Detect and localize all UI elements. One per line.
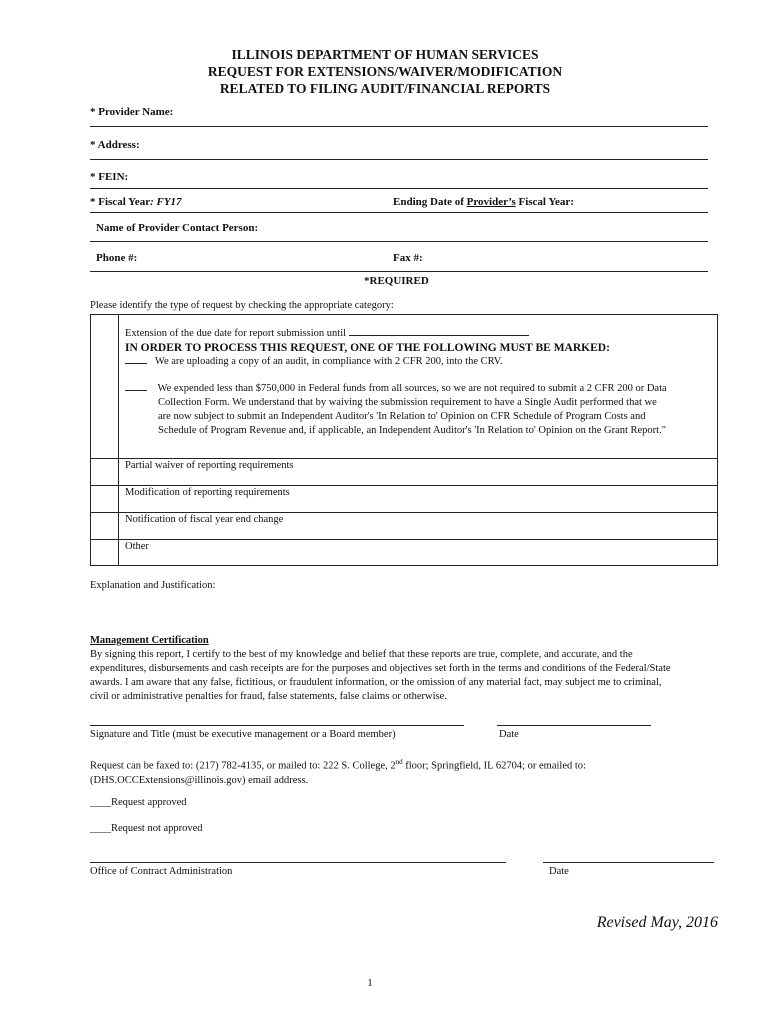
row-divider [91, 539, 717, 540]
ending-date-suffix: Fiscal Year: [515, 196, 574, 208]
office-date-line[interactable] [543, 862, 714, 863]
checkbox-column-divider [118, 315, 119, 565]
phone-label: Phone #: [96, 252, 138, 264]
contact-person-label: Name of Provider Contact Person: [96, 222, 259, 234]
fein-label: * FEIN: [90, 171, 129, 183]
request-not-approved-checkbox[interactable]: ____Request not approved [90, 823, 203, 834]
page-number: 1 [367, 977, 373, 989]
row-partial-waiver: Partial waiver of reporting requirements [125, 460, 294, 471]
checkbox-partial-waiver[interactable] [91, 459, 118, 485]
certification-line: expenditures, disbursements and cash receipts are for the purposes and objectives set forth in the terms and conditions of the Federal/State [90, 663, 671, 674]
row-fiscal-year-change: Notification of fiscal year end change [125, 514, 284, 525]
row-modification: Modification of reporting requirements [125, 487, 290, 498]
contact-person-field[interactable] [90, 241, 708, 242]
signature-date-label: Date [499, 729, 519, 740]
row-divider [91, 512, 717, 513]
provider-name-label: * Provider Name: [90, 106, 174, 118]
option-a-text: We are uploading a copy of an audit, in compliance with 2 CFR 200, into the CRV. [154, 356, 503, 367]
address-field[interactable] [90, 159, 708, 160]
checkbox-modification[interactable] [91, 486, 118, 512]
office-date-label: Date [549, 866, 569, 877]
fiscal-year-rule [90, 212, 708, 213]
signature-date-line[interactable] [497, 725, 651, 726]
office-signature-line[interactable] [90, 862, 506, 863]
option-b-checkbox[interactable] [125, 390, 147, 391]
phone-fax-field[interactable] [90, 271, 708, 272]
certification-line: civil or administrative penalties for fraud, false statements, false claims or otherwise. [90, 691, 447, 702]
fiscal-year-value: FY17 [156, 196, 182, 208]
fiscal-year-label: * Fiscal Year [90, 196, 151, 208]
certification-line: By signing this report, I certify to the best of my knowledge and belief that these reports are true, complete, and accurate, and the [90, 649, 633, 660]
extension-text: Extension of the due date for report submission until [125, 328, 347, 339]
option-b-line4: Schedule of Program Revenue and, if applicable, an Independent Auditor's 'In Relation to' Opinion on the Grant Report." [158, 425, 667, 436]
option-b-line3: are now subject to submit an Independent Auditor's 'In Relation to' Opinion on CFR Schedule of Program Costs and [158, 411, 646, 422]
must-mark-notice: IN ORDER TO PROCESS THIS REQUEST, ONE OF THE FOLLOWING MUST BE MARKED: [125, 342, 610, 354]
row-other: Other [125, 541, 149, 552]
ending-date-field[interactable] [393, 196, 574, 208]
office-label: Office of Contract Administration [90, 866, 233, 877]
option-b [125, 382, 667, 438]
certification-heading: Management Certification [90, 635, 209, 646]
certification-text [90, 648, 730, 704]
revised-date: Revised May, 2016 [596, 914, 718, 931]
form-title-line3: RELATED TO FILING AUDIT/FINANCIAL REPORTS [219, 81, 551, 96]
signature-label: Signature and Title (must be executive management or a Board member) [90, 729, 396, 740]
extension-label [125, 328, 529, 339]
checkbox-extension[interactable] [91, 315, 118, 458]
explanation-label: Explanation and Justification: [90, 580, 216, 591]
submission-line1b: floor; Springfield, IL 62704; or emailed to: [402, 760, 586, 772]
option-b-line2: Collection Form. We understand that by waiving the submission requirement to have a Single Audit performed that we [158, 397, 657, 408]
provider-name-field[interactable] [90, 126, 708, 127]
checkbox-fiscal-year-change[interactable] [91, 513, 118, 539]
fein-field[interactable] [90, 188, 708, 189]
required-note: *REQUIRED [364, 275, 429, 287]
signature-line[interactable] [90, 725, 464, 726]
extension-date-input[interactable] [349, 335, 529, 336]
option-a [125, 356, 503, 367]
ending-date-provider: Provider’s [466, 196, 516, 208]
certification-line: awards. I am aware that any false, fictitious, or fraudulent information, or the omission of any material fact, may subject me to criminal, [90, 677, 662, 688]
form-title-line1: ILLINOIS DEPARTMENT OF HUMAN SERVICES [231, 47, 539, 62]
option-a-checkbox[interactable] [125, 363, 147, 364]
checkbox-other[interactable] [91, 540, 118, 566]
explanation-field[interactable] [90, 596, 718, 632]
request-approved-checkbox[interactable]: ____Request approved [90, 797, 187, 808]
submission-line1a: Request can be faxed to: (217) 782-4135, or mailed to: 222 S. College, 2 [90, 760, 396, 772]
submission-instructions [90, 755, 730, 788]
submission-sup: nd [395, 758, 403, 766]
ending-date-prefix: Ending Date of [393, 196, 467, 208]
fiscal-year-field[interactable]: * Fiscal Year: FY17 [90, 196, 182, 208]
address-label: * Address: [90, 139, 140, 151]
row-divider [91, 485, 717, 486]
fax-label: Fax #: [393, 252, 423, 264]
option-b-line1: We expended less than $750,000 in Federal funds from all sources, so we are not required to submit a 2 CFR 200 or Data [157, 383, 667, 394]
request-type-table [90, 314, 718, 566]
form-title-line2: REQUEST FOR EXTENSIONS/WAIVER/MODIFICATION [207, 64, 563, 79]
submission-email: (DHS.OCCExtensions@illinois.gov) email address. [90, 774, 309, 786]
row-divider [91, 458, 717, 459]
request-instruction: Please identify the type of request by checking the appropriate category: [90, 300, 394, 311]
